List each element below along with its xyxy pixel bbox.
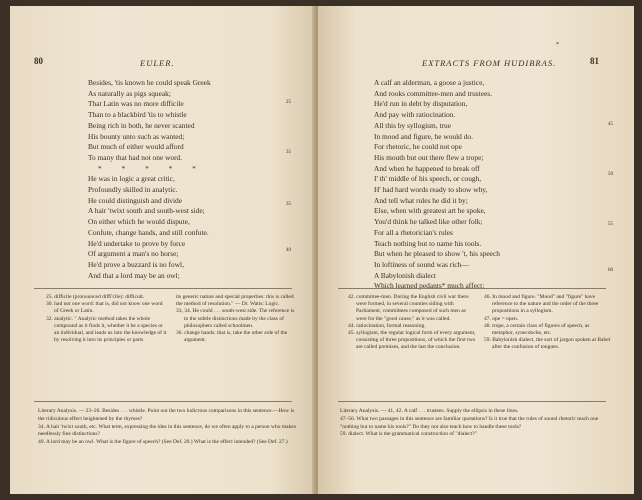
verse-line: A hair 'twixt south and south-west side; xyxy=(88,206,205,216)
footnote: 32. analytic. " Analytic method takes the whole compound as it finds it, whether it be a species or an individual, and leads us into the knowledge of it by resolving it into its principles or parts xyxy=(46,315,167,344)
verse-block xyxy=(374,78,500,292)
verse-block xyxy=(88,78,211,281)
analysis-paragraph: Literary Analysis. — 41, 42. A calf . . . trustees. Supply the ellipsis in these lines. xyxy=(340,408,519,414)
verse-line: In mood and figure, he would do. xyxy=(374,131,473,141)
literary-analysis xyxy=(340,408,612,439)
analysis-paragraph: 47–56. What two passages in this sentence are familiar quotations? Is it true that the rules of sound rhetoric teach one "nothing but to name his tools?" Do they not also teach how to handle these tools? xyxy=(340,415,599,430)
verse-line: Besides, 'tis known he could speak Greek xyxy=(88,78,211,87)
footnote: its generic nature and special properties: this is called the method of resolution." — Dr. Watts: Logic. xyxy=(176,294,294,308)
line-number: 25 xyxy=(286,100,291,105)
verse-line: Than to a blackbird 'tis to whistle xyxy=(88,110,187,120)
verse-line: As naturally as pigs squeak; xyxy=(88,88,171,98)
analysis-rule xyxy=(338,401,606,402)
analysis-paragraph: 34. A hair 'twixt south, etc. What term, expressing the idea in this sentence, do we often apply to a person who makes needlessly fine distinctions? xyxy=(38,423,296,438)
verse-line: Being rich in both, he never scanted xyxy=(88,120,195,130)
verse-line: Else, when with greatest art he spoke, xyxy=(374,206,486,216)
running-head: EXTRACTS FROM HUDIBRAS. xyxy=(422,58,557,68)
verse-line: And pay with ratiocination. xyxy=(374,110,456,120)
page-number: 80 xyxy=(34,56,43,66)
verse-line: He was in logic a great critic, xyxy=(88,174,175,184)
verse-line: Profoundly skilled in analytic. xyxy=(88,185,178,195)
verse-line: To many that had not one word. xyxy=(88,152,183,162)
verse-line: On either which he would dispute, xyxy=(88,217,190,227)
verse-line: All this by syllogism, true xyxy=(374,120,451,130)
verse-line: I' th' middle of his speech, or cough, xyxy=(374,174,482,184)
footnotes xyxy=(46,294,296,394)
left-page xyxy=(10,6,316,494)
footnote: 33, 34. He could . . . south-west side. The reference is to the subtle distinctions made by the class of philosophers called schoolmen. xyxy=(176,308,295,329)
footnote-column xyxy=(46,294,168,344)
footnote: 44. ratiocination, formal reasoning. xyxy=(348,322,426,329)
footnote-column xyxy=(484,294,612,352)
footnote: 36. change hands: that is, take the other side of the argument. xyxy=(176,330,288,344)
verse-line: He'd prove a buzzard is no fowl, xyxy=(88,259,184,269)
verse-line: But when he pleased to show 't, his speech xyxy=(374,249,500,259)
verse-line: H' had hard words ready to show why, xyxy=(374,185,488,195)
footnotes xyxy=(348,294,614,394)
verse-line: And that a lord may be an owl; xyxy=(88,270,180,280)
literary-analysis xyxy=(38,408,300,447)
footnote: 42. committee-men. During the English civil war there were formed, in several counties siding with Parliament, committees composed of such men as were for the "good cause," as it was called. xyxy=(348,294,469,322)
analysis-paragraph: 40. A lord may be an owl. What is the figure of speech? (See Def. 20.) What is the effect intended? (See Def. 27.) xyxy=(38,439,288,446)
footnote-column xyxy=(176,294,296,344)
verse-line: Of argument a man's no horse; xyxy=(88,249,179,259)
line-number: 45 xyxy=(608,122,613,127)
section-break-stars: * * * * * xyxy=(98,163,205,173)
page-number: 81 xyxy=(590,56,599,66)
verse-line: He'd undertake to prove by force xyxy=(88,238,186,248)
verse-line: Teach nothing but to name his tools. xyxy=(374,238,482,248)
footnote-column xyxy=(348,294,476,352)
verse-line: He'd run in debt by disputation, xyxy=(374,99,468,109)
analysis-paragraph: 59. dialect. What is the grammatical construction of "dialect?" xyxy=(340,431,477,438)
footnote: 25. difficile (pronounced diffĭ'cĭle): difficult. xyxy=(46,294,145,300)
verse-line: And when he happened to break off xyxy=(374,163,480,173)
verse-line: For rhetoric, he could not ope xyxy=(374,142,462,152)
line-number: 35 xyxy=(286,202,291,207)
verse-line: Confute, change hands, and still confute. xyxy=(88,227,209,237)
verse-line: In loftiness of sound was rich— xyxy=(374,259,469,269)
notes-rule xyxy=(338,288,606,289)
verse-line: A Babylonish dialect xyxy=(374,270,436,280)
line-number: 35 xyxy=(286,150,291,155)
line-number: 55 xyxy=(608,222,613,227)
footnote: 47. ope = open. xyxy=(484,315,519,322)
footnote: 45. syllogism, the regular logical form of every argument, consisting of three propositions, of which the first two are called premises, and the last the conclusion. xyxy=(348,330,476,351)
verse-line: And tell what rules he did it by; xyxy=(374,195,468,205)
verse-line: You'd think he talked like other folk; xyxy=(374,217,483,227)
footnote: 46. In mood and figure. "Mood" and "figure" have reference to the nature and the order of the three propositions in a syllogism. xyxy=(484,294,599,315)
verse-line: A calf an alderman, a goose a justice, xyxy=(374,78,485,87)
signature-mark: * xyxy=(556,42,559,48)
analysis-paragraph: Literary Analysis. — 23–26. Besides . . . whistle. Point out the two ludicrous comparisons in this sentence.—How is the ridiculous effect heightened by the rhymes? xyxy=(38,408,295,422)
running-head: EULER. xyxy=(140,58,175,68)
line-number: 50 xyxy=(608,172,613,177)
verse-line: That Latin was no more difficile xyxy=(88,99,184,109)
footnote: 30. had not one word: that is, did not know one word of Greek or Latin. xyxy=(46,301,163,315)
right-page xyxy=(318,6,634,494)
verse-line: But much of either would afford xyxy=(88,142,184,152)
footnote: 59. Babylonish dialect, the sort of jargon spoken at Babel after the confusion of tongues. xyxy=(484,337,611,351)
line-number: 60 xyxy=(608,268,613,273)
analysis-rule xyxy=(34,401,292,402)
line-number: 40 xyxy=(286,248,291,253)
verse-line: For all a rhetorician's rules xyxy=(374,227,453,237)
verse-line: He could distinguish and divide xyxy=(88,195,183,205)
verse-line: His mouth but out there flew a trope; xyxy=(374,152,484,162)
verse-line: And rooks committee-men and trustees. xyxy=(374,88,493,98)
notes-rule xyxy=(34,288,292,289)
verse-line: His bounty unto such as wanted; xyxy=(88,131,185,141)
footnote: 48. trope, a certain class of figures of speech, as metaphor, synecdoche, etc. xyxy=(484,322,590,337)
verse-line: Which learned pedants* much affect: xyxy=(374,281,485,291)
